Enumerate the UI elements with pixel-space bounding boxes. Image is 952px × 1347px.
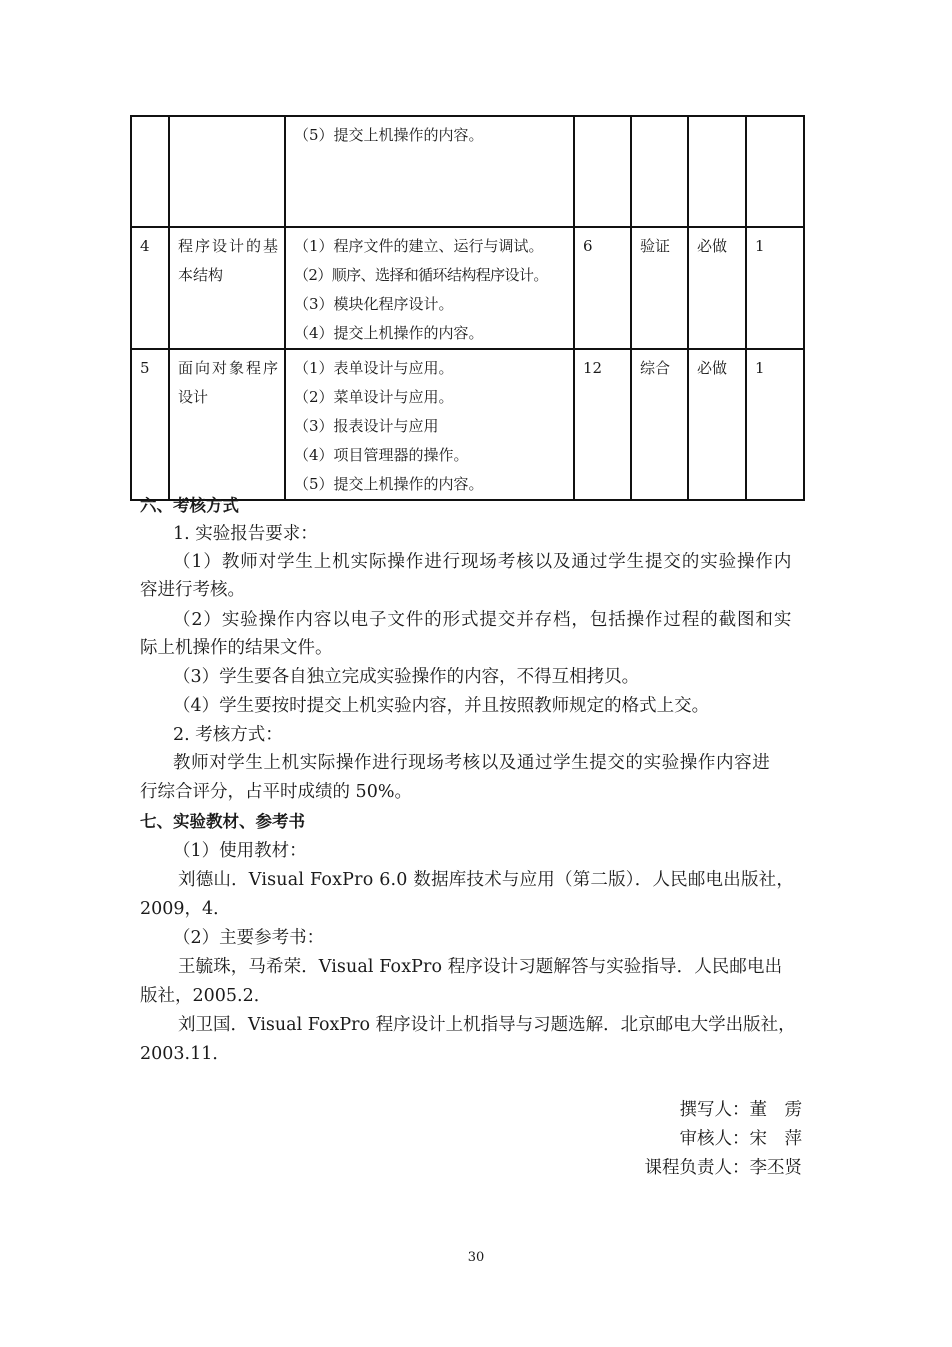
body-text <box>140 0 816 1100</box>
signature-writer: 撰写人：董 雳 <box>679 1100 802 1120</box>
paragraph: （3）学生要各自独立完成实验操作的内容，不得互相拷贝。 <box>173 667 640 687</box>
paragraph: 行综合评分，占平时成绩的 50%。 <box>140 782 412 802</box>
reference: 刘卫国．Visual FoxPro 程序设计上机指导与习题选解．北京邮电大学出版社， <box>178 1015 796 1035</box>
assessment-item-2: 2. 考核方式： <box>173 725 283 745</box>
content-line: （1）程序文件的建立、运行与调试。 <box>294 237 544 255</box>
assessment-item-1: 1. 实验报告要求： <box>173 524 318 544</box>
cell-group: 1 <box>746 349 804 500</box>
content-line: （3）模块化程序设计。 <box>294 295 454 313</box>
cell-required: 必做 <box>688 227 746 349</box>
reference: 刘德山．Visual FoxPro 6.0 数据库技术与应用（第二版）．人民邮电出版社， <box>178 870 795 890</box>
reference: 版社，2005.2． <box>140 986 272 1006</box>
content-line: （1）表单设计与应用。 <box>294 359 454 377</box>
content-line: （5）提交上机操作的内容。 <box>294 475 484 493</box>
cell-required: 必做 <box>688 349 746 500</box>
cell-title: 程序设计的基本结构 <box>169 227 285 349</box>
sub-heading: （1）使用教材： <box>173 841 307 861</box>
paragraph: 教师对学生上机实际操作进行现场考核以及通过学生提交的实验操作内容进 <box>173 753 771 773</box>
section-heading-assessment: 六、考核方式 <box>140 496 239 515</box>
signature-reviewer: 审核人：宋 萍 <box>679 1129 802 1149</box>
cell-title: 面向对象程序设计 <box>169 349 285 500</box>
sub-heading: （2）主要参考书： <box>173 928 325 948</box>
paragraph: 际上机操作的结果文件。 <box>140 638 333 658</box>
section-heading-textbooks: 七、实验教材、参考书 <box>140 812 305 831</box>
paragraph: 容进行考核。 <box>140 580 245 600</box>
reference: 2009，4． <box>140 899 231 919</box>
content-line: （5）提交上机操作的内容。 <box>294 126 484 144</box>
signature-owner: 课程负责人：李丕贤 <box>644 1158 802 1178</box>
cell-type: 验证 <box>631 227 688 349</box>
paragraph: （4）学生要按时提交上机实验内容，并且按照教师规定的格式上交。 <box>173 696 710 716</box>
page-number: 30 <box>467 1250 485 1265</box>
cell-no: 5 <box>131 349 169 500</box>
content-line: （4）项目管理器的操作。 <box>294 446 469 464</box>
content-line: （2）菜单设计与应用。 <box>294 388 454 406</box>
content-line: （3）报表设计与应用 <box>294 417 439 435</box>
content-line: （4）提交上机操作的内容。 <box>294 324 484 342</box>
content-line: （2）顺序、选择和循环结构程序设计。 <box>294 266 548 284</box>
paragraph: （2）实验操作内容以电子文件的形式提交并存档，包括操作过程的截图和实 <box>173 610 793 630</box>
cell-hours: 6 <box>574 227 631 349</box>
cell-hours: 12 <box>574 349 631 500</box>
cell-no: 4 <box>131 227 169 349</box>
paragraph: （1）教师对学生上机实际操作进行现场考核以及通过学生提交的实验操作内 <box>173 552 793 572</box>
cell-type: 综合 <box>631 349 688 500</box>
reference: 王毓珠，马希荣．Visual FoxPro 程序设计习题解答与实验指导．人民邮电出 <box>178 957 783 977</box>
reference: 2003.11． <box>140 1044 230 1064</box>
cell-group: 1 <box>746 227 804 349</box>
